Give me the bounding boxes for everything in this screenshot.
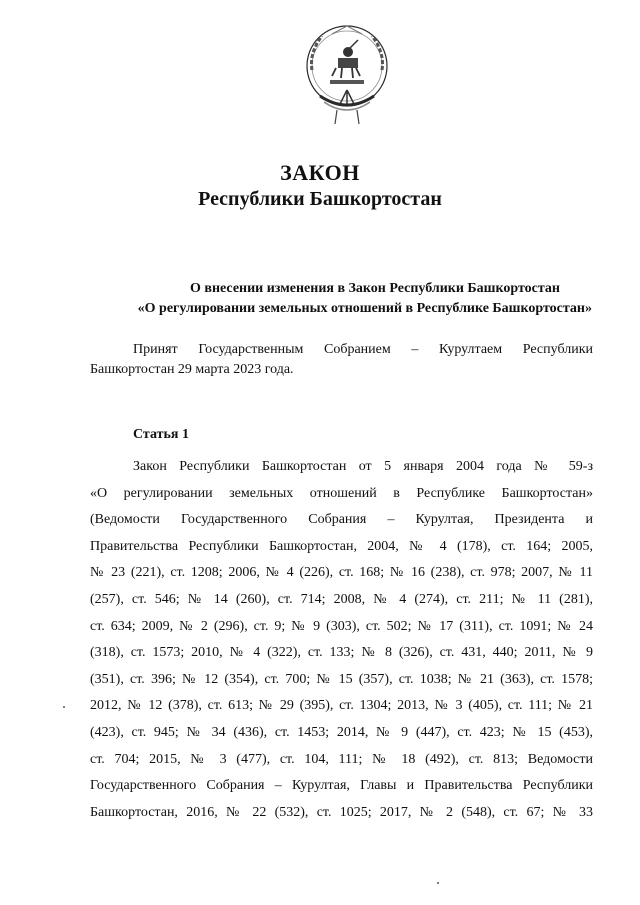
article-line: ст. 704; 2015, № 3 (477), ст. 104, 111; № 18 (492), ст. 813; Ведомости	[90, 751, 593, 767]
article-line: Правительства Республики Башкортостан, 2004, № 4 (178), ст. 164; 2005,	[90, 538, 593, 554]
article-line: (Ведомости Государственного Собрания – Курултая, Президента и	[90, 512, 593, 528]
article-line: ст. 634; 2009, № 2 (296), ст. 9; № 9 (303), ст. 502; № 17 (311), ст. 1091; № 24	[90, 618, 593, 634]
article-line: № 23 (221), ст. 1208; 2006, № 4 (226), ст. 168; № 16 (238), ст. 978; 2007, № 11	[90, 565, 593, 581]
article-line: 2012, № 12 (378), ст. 613; № 29 (395), ст. 1304; 2013, № 3 (405), ст. 111; № 21	[90, 698, 593, 714]
scan-speck	[63, 706, 65, 708]
adoption-statement: Принят Государственным Собранием – Курултаем Республики Башкортостан 29 марта 2023 года.	[90, 342, 593, 377]
article-line: (257), ст. 546; № 14 (260), ст. 714; 2008, № 4 (274), ст. 211; № 11 (281),	[90, 591, 593, 607]
article-line: Башкортостан, 2016, № 22 (532), ст. 1025; 2017, № 2 (548), ст. 67; № 33	[90, 804, 593, 820]
article-body	[90, 454, 593, 826]
article-title: Статья 1	[133, 427, 189, 442]
scan-speck	[437, 882, 439, 884]
article-line: (351), ст. 396; № 12 (354), ст. 700; № 15 (357), ст. 1038; № 21 (363), ст. 1578;	[90, 671, 593, 687]
article-line: «О регулировании земельных отношений в Республике Башкортостан»	[90, 485, 593, 501]
law-heading-line-1: О внесении изменения в Закон Республики Башкортостан	[190, 281, 560, 296]
document-title: ЗАКОН	[280, 160, 360, 185]
article-line: (318), ст. 1573; 2010, № 4 (322), ст. 133; № 8 (326), ст. 431, 440; 2011, № 9	[90, 645, 593, 661]
article-line: Закон Республики Башкортостан от 5 января 2004 года № 59-з	[133, 459, 593, 474]
article-line: Государственного Собрания – Курултая, Главы и Правительства Республики	[90, 778, 593, 794]
article-line: (423), ст. 945; № 34 (436), ст. 1453; 2014, № 9 (447), ст. 423; № 15 (453),	[90, 724, 593, 740]
coat-of-arms-emblem	[302, 18, 392, 128]
law-heading-line-2: «О регулировании земельных отношений в Республике Башкортостан»	[137, 301, 592, 316]
document-subtitle: Республики Башкортостан	[198, 188, 442, 210]
